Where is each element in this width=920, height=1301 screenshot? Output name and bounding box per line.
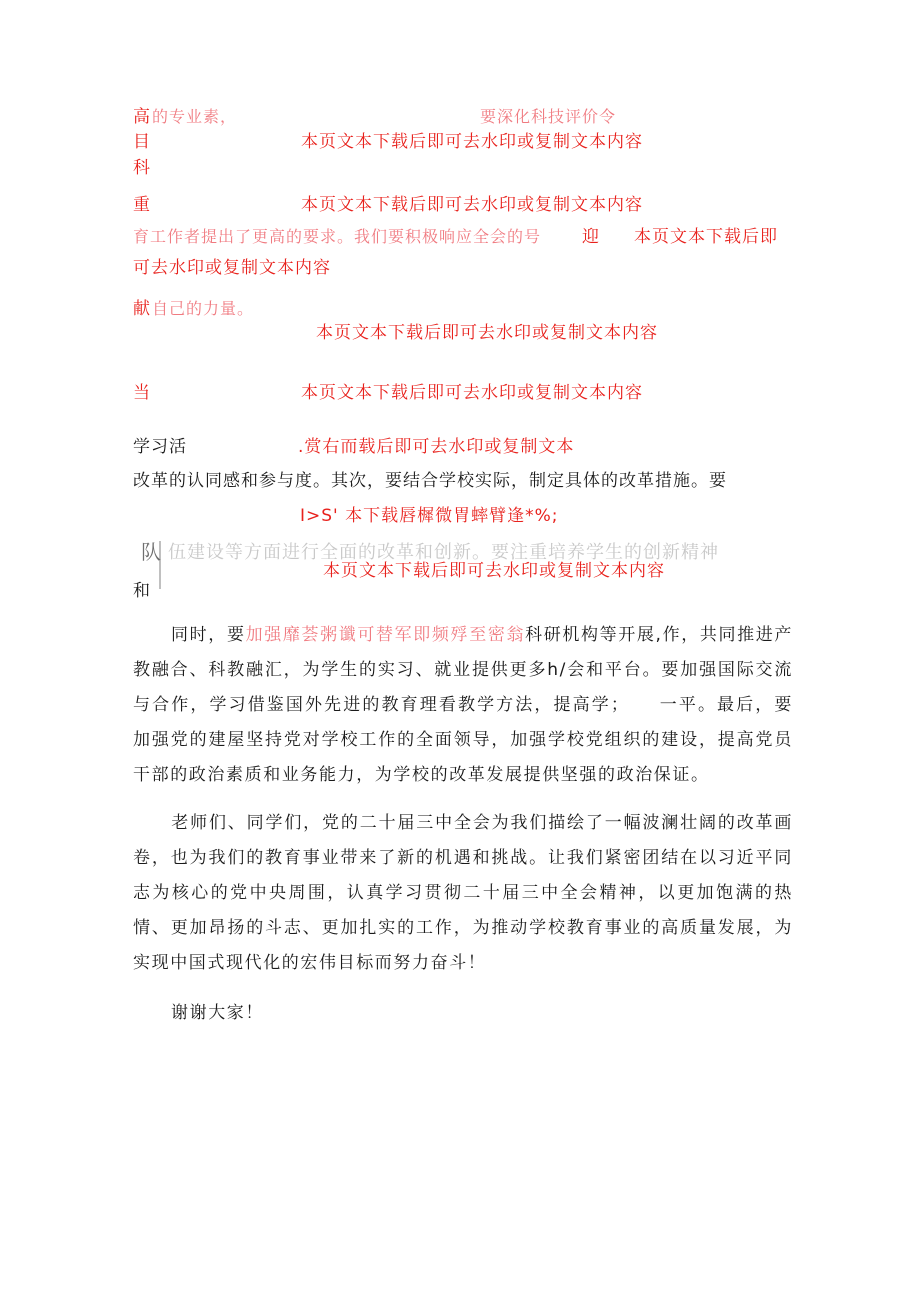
paragraph-xiexie (133, 996, 793, 1031)
watermark-line-2: 本页文本下载后即可去水印或复制文本内容 (301, 195, 643, 215)
watermark-line-3a: 本页文本下载后即 (634, 227, 778, 247)
paragraph-tongshi-rest: 科研机构等开展,作，共同推进产教融合、科教融汇，为学生的实习、就业提供更多h/会和平台。要加强国际交流与合作，学习借鉴国外先进的教育理看教学方法，提高学； 一平。最后，要加强党的建屋坚持党对学校工作的全面领导，加强学校党组织的建设，提高党员干部的政治素质和业务能力，为学校的改革发展提供坚强的政治保证。 (133, 625, 794, 785)
fragment-mu: 目 (133, 132, 151, 152)
fragment-dui: 队 (141, 540, 162, 564)
watermark-line-5: 本页文本下载后即可去水印或复制文本内容 (301, 383, 643, 403)
watermark-garbled: I>S' 本下载唇樨微胃蟀臂逢*%; (300, 506, 559, 526)
fragment-he: 和 (133, 581, 151, 601)
paragraph-laoshimen (133, 806, 793, 981)
watermark-line-7: 本页文本下载后即可去水印或复制文本内容 (323, 561, 665, 581)
fragment-zhong: 重 (133, 195, 151, 215)
watermark-line-6: .赏右而载后即可去水印或复制文本 (298, 437, 575, 457)
paragraph-tongshi-garbled: 加强靡荟粥谶可替军即频殍至密翁 (245, 625, 526, 645)
fragment-zijidelililiang: 自己的力量。 (152, 299, 255, 318)
text-gaige-rentong: 改革的认同感和参与度。其次，要结合学校实际，制定具体的改革措施。要 (133, 471, 727, 491)
fragment-dang: 当 (133, 383, 151, 403)
paragraph-laoshimen-text: 老师们、同学们，党的二十届三中全会为我们描绘了一幅波澜壮阔的改革画卷，也为我们的教育事业带来了新的机遇和挑战。让我们紧密团结在以习近平同志为核心的党中央周围，认真学习贯彻二十届三中全会精神，以更加饱满的热情、更加昂扬的斗志、更加扎实的工作，为推动学校教育事业的高质量发展，为实现中国式现代化的宏伟目标而努力奋斗！ (133, 813, 793, 973)
paragraph-tongshi (133, 618, 793, 793)
paragraph-xiexie-text: 谢谢大家！ (171, 1003, 264, 1023)
text-duiwujianshe-faint: 伍建设等方面进行全面的改革和创新。要注重培养学生的创新精神 (168, 542, 719, 563)
fragment-xian: 献 (133, 299, 151, 319)
watermark-line-4: 本页文本下载后即可去水印或复制文本内容 (316, 323, 658, 343)
paragraph-tongshi-start: 同时，要 (171, 625, 246, 645)
fragment-zhuanye: 的专业素， (152, 107, 238, 126)
fragment-ying: 迎 (582, 227, 600, 247)
fragment-gao: 高 (133, 107, 151, 127)
fragment-xuexihuo: 学习活 (133, 437, 187, 457)
fragment-yugongzuozhe: 育工作者提出了更高的要求。我们要积极响应全会的号 (133, 227, 542, 246)
watermark-line-1: 本页文本下载后即可去水印或复制文本内容 (301, 132, 643, 152)
watermark-line-3b: 可去水印或复制文本内容 (133, 258, 331, 278)
fragment-kejipingjia: 要深化科技评价令 (480, 107, 617, 126)
fragment-ke: 科 (133, 158, 151, 178)
